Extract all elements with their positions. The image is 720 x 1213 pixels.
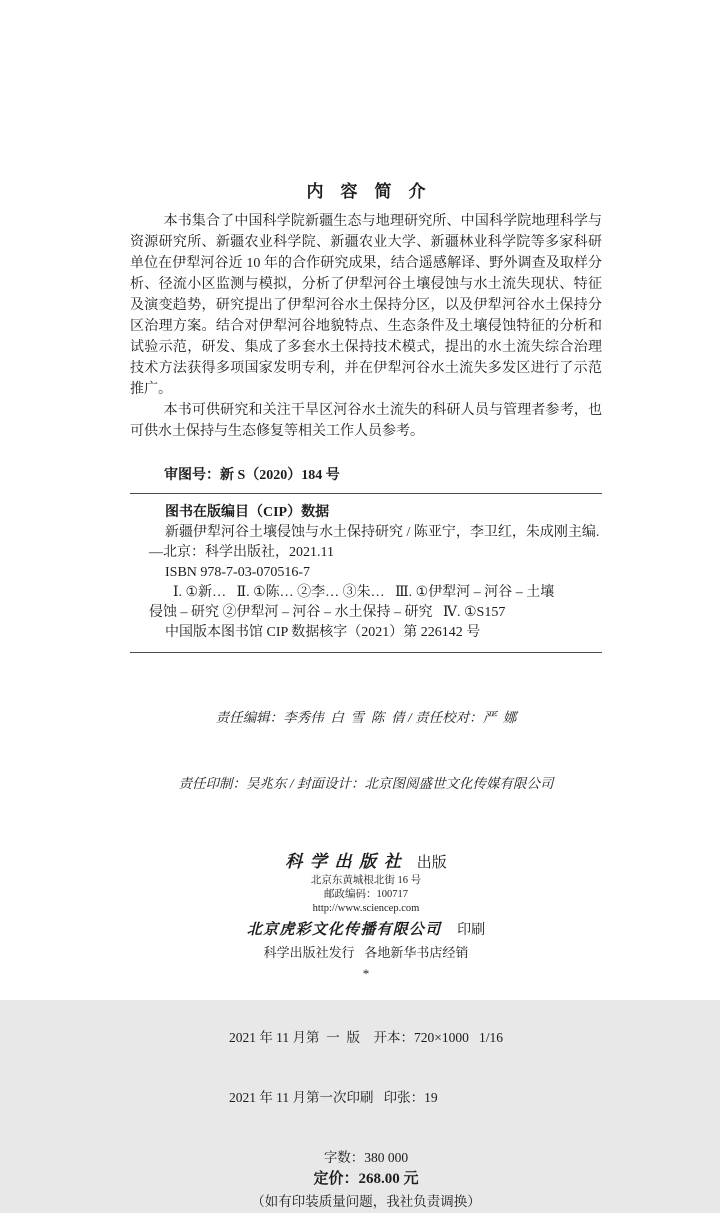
publisher-website: http://www.sciencep.com <box>312 903 420 914</box>
cip-isbn: ISBN 978-7-03-070516-7 <box>165 565 311 580</box>
printer-name: 北京虎彩文化传播有限公司 <box>246 922 442 938</box>
cip-classification-line-1: Ⅰ. ①新… Ⅱ. ①陈… ②李… ③朱… Ⅲ. ①伊犁河 – 河谷 – 土壤 <box>173 585 555 600</box>
section-separator-star: * <box>362 966 370 981</box>
intro-title: 内容简介 <box>306 182 443 201</box>
intro-paragraph-2: 本书可供研究和关注干旱区河谷水土流失的科研人员与管理者参考，也可供水土保持与生态修复等相关工作人员参考。 <box>130 403 602 439</box>
cip-heading: 图书在版编目（CIP）数据 <box>165 505 330 520</box>
page-content <box>130 0 602 1213</box>
publisher-postcode: 邮政编码：100717 <box>324 889 408 900</box>
print-label: 印刷 <box>457 923 486 938</box>
publish-label: 出版 <box>416 855 447 871</box>
staff-editors-line: 责任编辑：李秀伟 白 雪 陈 倩 / 责任校对：严 娜 <box>215 710 517 725</box>
divider-top <box>130 493 602 494</box>
edition-lines <box>229 988 503 1148</box>
map-approval-number: 审图号：新 S（2020）184 号 <box>164 468 340 483</box>
publisher-name: 科学出版社 <box>285 852 409 871</box>
cip-registry-number: 中国版本图书馆 CIP 数据核字（2021）第 226142 号 <box>165 625 481 640</box>
edition-block <box>130 988 602 1213</box>
edition-print-run-line: 2021 年 11 月第一次印刷 印张：19 <box>228 1090 438 1105</box>
staff-print-design-line: 责任印制：吴兆东 / 封面设计：北京图阅盛世文化传媒有限公司 <box>178 776 554 791</box>
quality-notice: （如有印装质量问题，我社负责调换） <box>251 1194 481 1209</box>
distribution-line: 科学出版社发行 各地新华书店经销 <box>263 945 469 960</box>
publisher-block <box>130 851 602 981</box>
cip-block <box>130 503 602 643</box>
edition-first-line: 2021 年 11 月第 一 版 开本：720×1000 1/16 <box>228 1030 504 1045</box>
staff-credits <box>130 663 602 839</box>
cip-title-line-1: 新疆伊犁河谷土壤侵蚀与水土保持研究 / 陈亚宁，李卫红，朱成刚主编. <box>165 525 600 540</box>
cip-classification-line-2: 侵蚀 – 研究 ②伊犁河 – 河谷 – 水土保持 – 研究 Ⅳ. ①S157 <box>149 605 506 620</box>
publisher-name-line <box>130 851 602 874</box>
cip-title-line-2: —北京：科学出版社，2021.11 <box>149 545 334 560</box>
divider-bottom <box>130 652 602 653</box>
intro-paragraph-1: 本书集合了中国科学院新疆生态与地理研究所、中国科学院地理科学与资源研究所、新疆农业科学院、新疆农业大学、新疆林业科学院等多家科研单位在伊犁河谷近 10 年的合作研究成果，结合遥感解译、野外调查及取样分析、径流小区监测与模拟，分析了伊犁河谷土壤侵蚀与水土流失现状、特征及演变趋势，研究提出了伊犁河谷水土保持分区，以及伊犁河谷水土保持分区治理方案。结合对伊犁河谷地貌特点、生态条件及土壤侵蚀特征的分析和试验示范，研发、集成了多套水土保持技术模式，提出的水土流失综合治理技术方法获得多项国家发明专利，并在伊犁河谷水土流失多发区进行了示范推广。 <box>130 214 602 397</box>
publisher-address: 北京东黄城根北街 16 号 <box>310 875 422 886</box>
word-count: 字数：380 000 <box>323 1150 409 1165</box>
price: 定价：268.00 元 <box>313 1171 419 1187</box>
printer-line <box>130 921 602 940</box>
